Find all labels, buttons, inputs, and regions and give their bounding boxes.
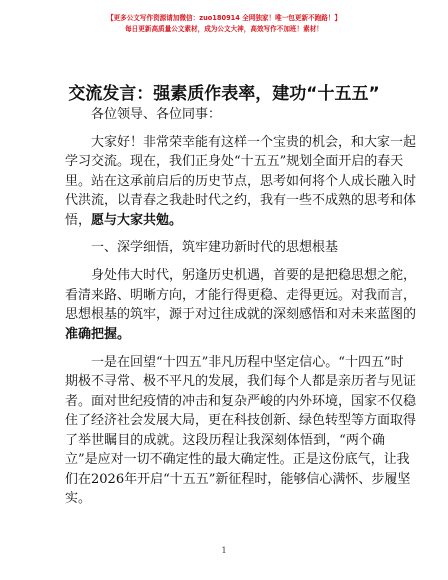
paragraph-1-end-bold: 愿与大家共勉。 — [91, 213, 183, 228]
paragraph-1-line: 大家好！非常荣幸能有这样一个宝贵的机会，和大家一起 — [91, 135, 417, 150]
paragraph-3-line: 一是在回望“十四五”非凡历程中坚定信心。“十四五”时 — [91, 355, 404, 370]
paragraph-3-line: 者。面对世纪疫情的冲击和复杂严峻的内外环境，国家不仅稳 — [65, 394, 417, 409]
paragraph-3-line: 期极不寻常、极不平凡的发展，我们每个人都是亲历者与见证 — [65, 374, 417, 389]
promo-banner-line-1: 【更多公文写作资源请加微信：zuo180914 全网独家！唯一包更新不跑路！】 — [106, 14, 342, 22]
paragraph-2-end-bold: 准确把握。 — [65, 327, 131, 342]
paragraph-1-line: 里。站在这承前启后的历史节点，思考如何将个人成长融入时 — [65, 174, 417, 189]
paragraph-1-end-text: 悟， — [65, 213, 92, 228]
page-number: 1 — [221, 546, 227, 555]
paragraph-1-line: 代洪流，以青春之我赴时代之约，我有一些不成熟的思考和体 — [65, 193, 417, 208]
salutation: 各位领导、各位同事： — [91, 107, 222, 122]
paragraph-2-line: 身处伟大时代，躬逢历史机遇，首要的是把稳思想之舵， — [91, 268, 417, 283]
paragraph-1-last-line — [65, 213, 182, 229]
paragraph-3-line: 了举世瞩目的成就。这段历程让我深刻体悟到，“两个确 — [65, 433, 385, 448]
paragraph-3-line: 立”是应对一切不确定性的最大确定性。正是这份底气，让我 — [65, 452, 410, 467]
paragraph-3-line: 实。 — [65, 491, 92, 506]
paragraph-1-line: 学习交流。现在，我们正身处“十五五”规划全面开启的春天 — [65, 154, 404, 169]
promo-banner-line-2: 每日更新高质量公文素材，成为公文大神，高效写作不加班！素材！ — [125, 25, 323, 33]
document-title: 交流发言：强素质作表率，建功“十五五” — [68, 84, 380, 104]
paragraph-2-line: 思想根基的筑牢，源于对过往成就的深刻感悟和对未来蓝图的 — [65, 307, 417, 322]
promo-banner — [0, 13, 448, 35]
paragraph-3-line: 们在2026年开启“十五五”新征程时，能够信心满怀、步履坚 — [65, 472, 411, 487]
section-heading-1: 一、深学细悟，筑牢建功新时代的思想根基 — [91, 240, 339, 255]
paragraph-3-line: 住了经济社会发展大局，更在科技创新、绿色转型等方面取得 — [65, 413, 417, 428]
paragraph-2-line: 看清来路、明晰方向，才能行得更稳、走得更远。对我而言， — [65, 288, 417, 303]
